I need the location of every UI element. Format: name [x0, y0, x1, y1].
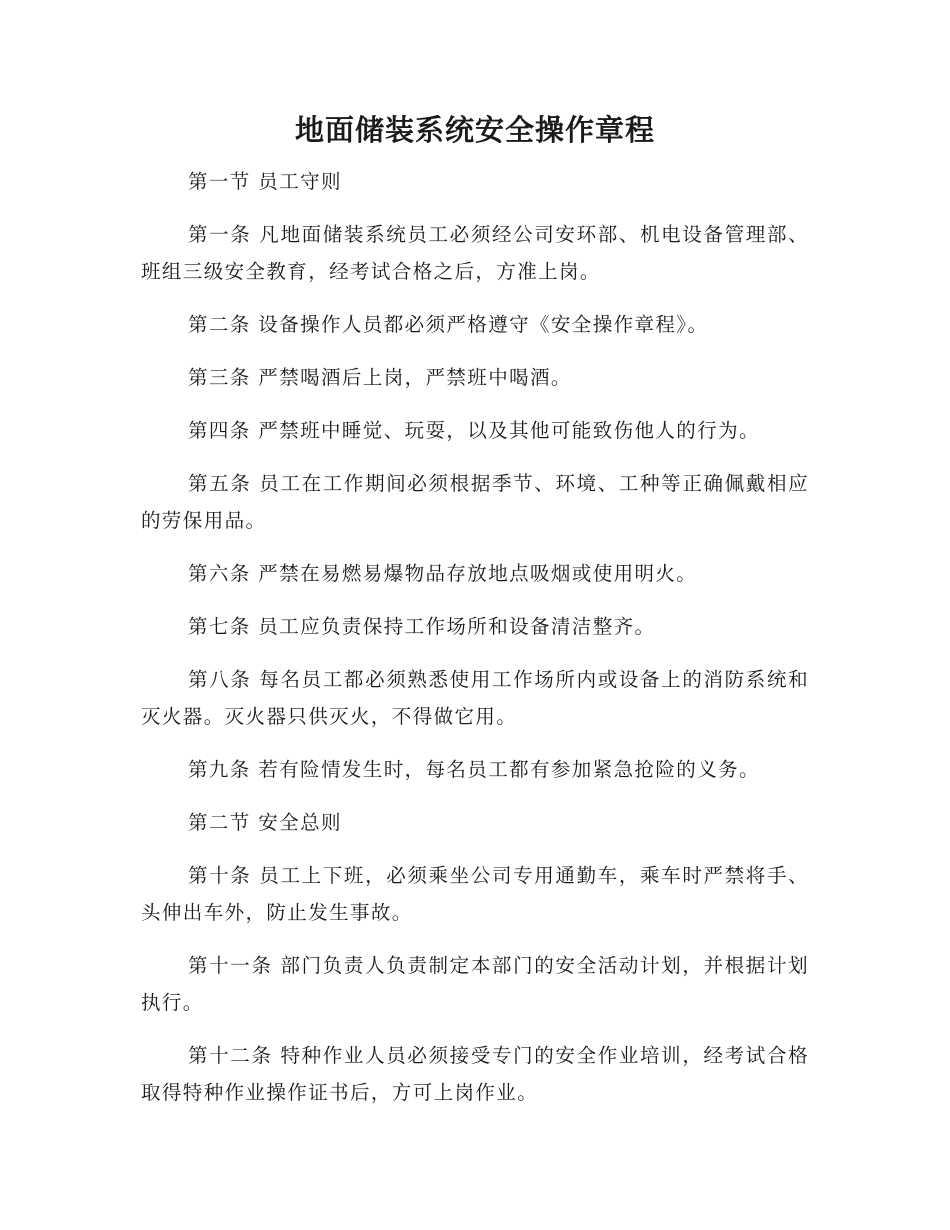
section-heading: 第二节 安全总则 [188, 811, 342, 834]
article-paragraph: 第八条 每名员工都必须熟悉使用工作场所内或设备上的消防系统和灭火器。灭火器只供灭火，不得做它用。 [141, 668, 809, 728]
document-title: 地面储装系统安全操作章程 [294, 113, 655, 147]
article-paragraph: 第六条 严禁在易燃易爆物品存放地点吸烟或使用明火。 [188, 562, 698, 585]
document-body [141, 163, 809, 1127]
article-paragraph: 第一条 凡地面储装系统员工必须经公司安环部、机电设备管理部、班组三级安全教育，经考试合格之后，方准上岗。 [141, 223, 809, 283]
article-paragraph: 第五条 员工在工作期间必须根据季节、环境、工种等正确佩戴相应的劳保用品。 [141, 472, 809, 532]
article-paragraph: 第九条 若有险情发生时，每名员工都有参加紧急抢险的义务。 [188, 758, 760, 781]
article-paragraph: 第七条 员工应负责保持工作场所和设备清洁整齐。 [188, 615, 656, 638]
article-paragraph: 第十一条 部门负责人负责制定本部门的安全活动计划，并根据计划执行。 [141, 954, 809, 1014]
article-paragraph: 第三条 严禁喝酒后上岗，严禁班中喝酒。 [188, 366, 572, 389]
article-paragraph: 第十条 员工上下班，必须乘坐公司专用通勤车，乘车时严禁将手、头伸出车外，防止发生事故。 [141, 864, 809, 924]
section-heading: 第一节 员工守则 [188, 170, 342, 193]
article-paragraph: 第四条 严禁班中睡觉、玩耍，以及其他可能致伤他人的行为。 [188, 419, 760, 442]
article-paragraph: 第十二条 特种作业人员必须接受专门的安全作业培训，经考试合格取得特种作业操作证书后，方可上岗作业。 [141, 1044, 809, 1104]
article-paragraph: 第二条 设备操作人员都必须严格遵守《安全操作章程》。 [188, 313, 709, 336]
